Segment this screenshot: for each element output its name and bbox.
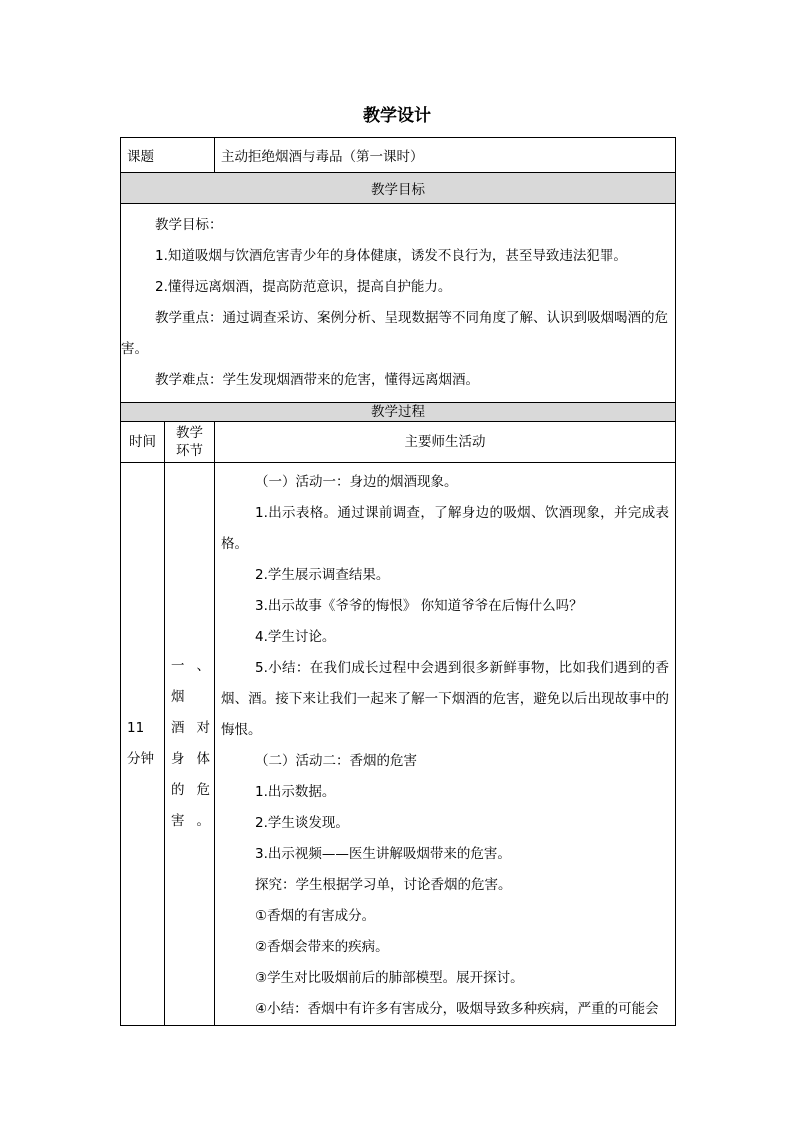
document-title: 教学设计 [363,106,431,126]
activity-line: 探究：学生根据学习单，讨论香烟的危害。 [255,877,512,893]
stage-cell [165,463,215,1026]
activity-line: 1.出示表格。通过课前调查，了解身边的吸烟、饮酒现象，并完成表格。 [221,505,669,552]
stage-line: 一、烟 [171,658,210,705]
stage-line: 害。 [171,813,210,829]
goals-line: 2.懂得远离烟酒，提高防范意识，提高自护能力。 [155,279,452,295]
goals-line: 教学难点：学生发现烟酒带来的危害，懂得远离烟酒。 [155,372,479,388]
column-header-stage [165,422,215,463]
lesson-plan-table [120,137,676,1026]
goals-body-row [121,204,676,403]
column-header-stage-line: 教学 [176,425,203,441]
activity-line: ①香烟的有害成分。 [255,908,376,924]
goals-line: 1.知道吸烟与饮酒危害青少年的身体健康，诱发不良行为，甚至导致违法犯罪。 [155,248,627,264]
activity-line: 2.学生展示调查结果。 [255,567,390,583]
activity-line: （二）活动二：香烟的危害 [255,753,417,769]
activity-line: ③学生对比吸烟前后的肺部模型。展开探讨。 [255,970,524,986]
process-section-header: 教学过程 [121,403,676,422]
activity-line: 2.学生谈发现。 [255,815,349,831]
time-cell [121,463,165,1026]
activity-line: （一）活动一：身边的烟酒现象。 [255,474,458,490]
goals-line: 教学重点：通过调查采访、案例分析、呈现数据等不同角度了解、认识到吸烟喝酒的危害。 [121,310,668,357]
goals-section-header: 教学目标 [121,173,676,204]
process-row [121,463,676,1026]
activity-line: 5.小结：在我们成长过程中会遇到很多新鲜事物，比如我们遇到的香烟、酒。接下来让我们一起来了解一下烟酒的危害，避免以后出现故事中的悔恨。 [221,660,669,738]
activity-line: 1.出示数据。 [255,784,336,800]
stage-line: 的 危 [171,782,210,798]
stage-line: 酒 对 [171,720,210,736]
topic-value: 主动拒绝烟酒与毒品（第一课时） [215,138,676,173]
activity-cell [215,463,676,1026]
activity-line: ②香烟会带来的疾病。 [255,939,389,955]
goals-line: 教学目标： [155,217,223,233]
process-column-headers [121,422,676,463]
time-value: 11 [127,720,145,736]
activity-line: ④小结：香烟中有许多有害成分，吸烟导致多种疾病，严重的可能会 [255,1001,659,1017]
activity-line: 3.出示故事《爷爷的悔恨》 你知道爷爷在后悔什么吗？ [255,598,583,614]
goals-header-row [121,173,676,204]
stage-line: 身 体 [171,751,210,767]
topic-label: 课题 [121,138,215,173]
column-header-activity: 主要师生活动 [215,422,676,463]
column-header-stage-line: 环节 [176,443,203,459]
activity-line: 3.出示视频——医生讲解吸烟带来的危害。 [255,846,511,862]
column-header-time: 时间 [121,422,165,463]
time-unit: 分钟 [127,751,154,767]
topic-row [121,138,676,173]
goals-body [121,204,676,403]
activity-line: 4.学生讨论。 [255,629,336,645]
process-header-row [121,403,676,422]
